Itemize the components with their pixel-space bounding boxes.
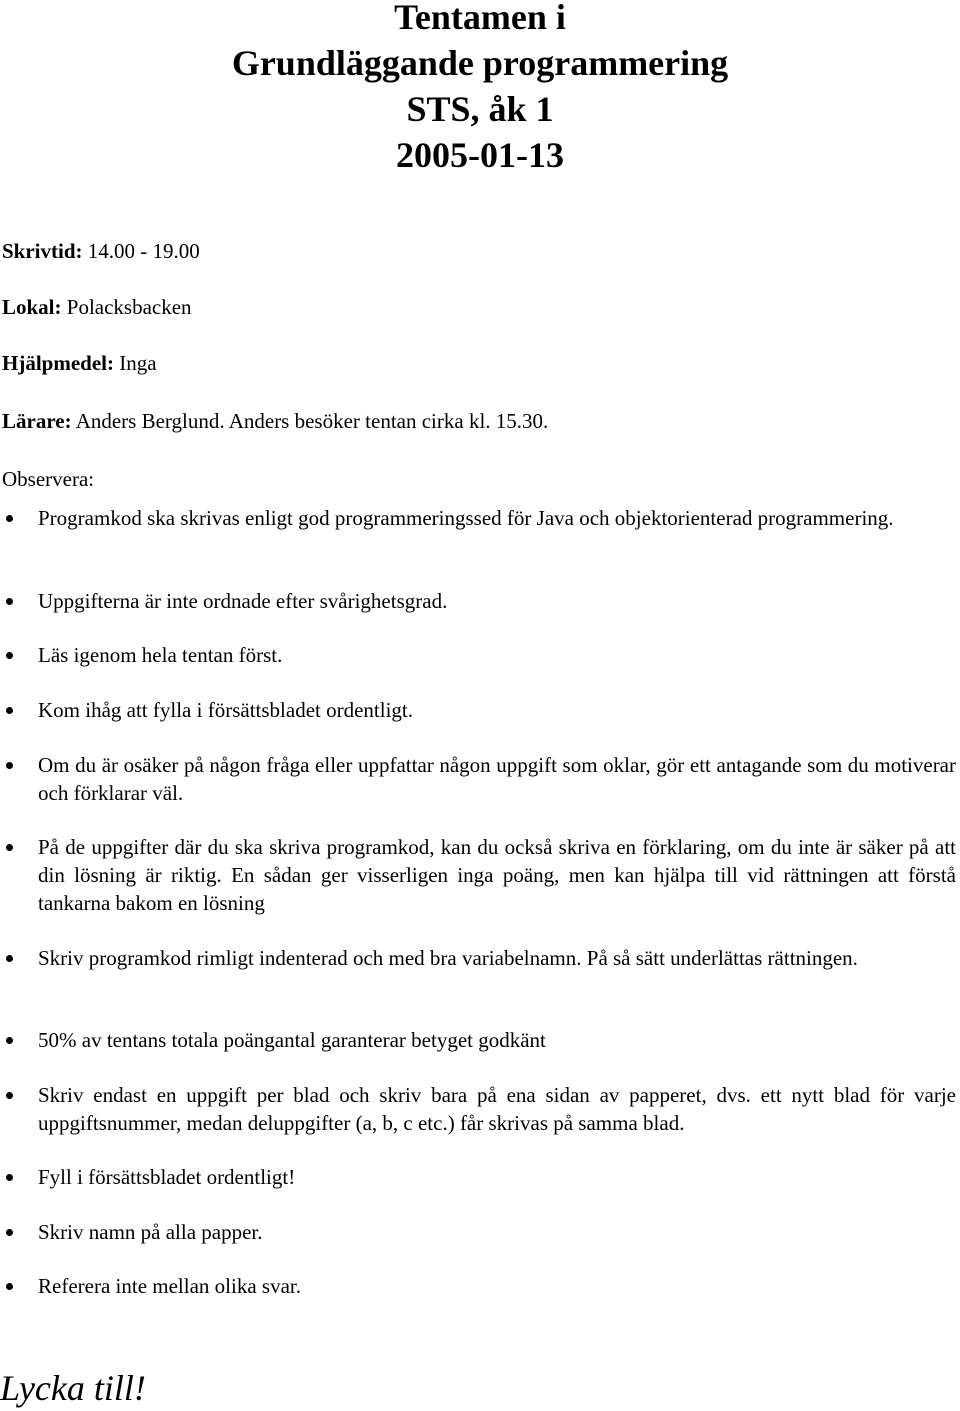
observera-heading: Observera:	[2, 467, 95, 491]
meta-lokal	[2, 294, 192, 320]
list-item: Om du är osäker på någon fråga eller uppfattar någon uppgift som oklar, gör ett antagande som du motiverar och förklarar väl.	[38, 751, 956, 807]
title-line-4: 2005-01-13	[396, 135, 564, 175]
list-item: Programkod ska skrivas enligt god programmeringssed för Java och objektorienterad programmering.	[38, 504, 956, 532]
bullet-icon	[6, 955, 13, 962]
list-item: Fyll i försättsbladet ordentligt!	[38, 1163, 956, 1191]
lokal-label: Lokal:	[2, 295, 62, 319]
larare-value: Anders Berglund. Anders besöker tentan cirka kl. 15.30.	[75, 409, 549, 433]
bullet-icon	[6, 1092, 13, 1099]
hjalpmedel-label: Hjälpmedel:	[2, 351, 114, 375]
list-item: Läs igenom hela tentan först.	[38, 641, 956, 669]
bullet-icon	[6, 1283, 13, 1290]
title-line-2: Grundläggande programmering	[231, 43, 729, 83]
list-item: På de uppgifter där du ska skriva programkod, kan du också skriva en förklaring, om du inte är säker på att din lösning är riktig. En sådan ger visserligen inga poäng, men kan hjälpa till vid rättningen att förstå tankarna bakom en lösning	[38, 833, 956, 917]
bullet-icon	[6, 762, 13, 769]
list-item: 50% av tentans totala poängantal garanterar betyget godkänt	[38, 1026, 956, 1054]
meta-skrivtid	[2, 238, 200, 264]
hjalpmedel-value: Inga	[119, 351, 157, 375]
list-item: Skriv programkod rimligt indenterad och med bra variabelnamn. På så sätt underlättas rättningen.	[38, 944, 956, 972]
list-item: Skriv endast en uppgift per blad och skriv bara på ena sidan av papperet, dvs. ett nytt blad för varje uppgiftsnummer, medan deluppgifter (a, b, c etc.) får skrivas på samma blad.	[38, 1081, 956, 1137]
bullet-icon	[6, 844, 13, 851]
lokal-value: Polacksbacken	[66, 295, 192, 319]
larare-label: Lärare:	[2, 409, 72, 433]
bullet-icon	[6, 1229, 13, 1236]
skrivtid-label: Skrivtid:	[2, 239, 83, 263]
meta-larare	[2, 408, 548, 434]
meta-hjalpmedel	[2, 350, 157, 376]
list-item: Referera inte mellan olika svar.	[38, 1272, 956, 1300]
list-item: Uppgifterna är inte ordnade efter svårighetsgrad.	[38, 587, 956, 615]
bullet-icon	[6, 1037, 13, 1044]
list-item: Skriv namn på alla papper.	[38, 1218, 956, 1246]
bullet-icon	[6, 1174, 13, 1181]
closing-greeting: Lycka till!	[0, 1368, 146, 1408]
bullet-icon	[6, 515, 13, 522]
bullet-icon	[6, 652, 13, 659]
title-line-1: Tentamen i	[394, 0, 566, 37]
title-line-3: STS, åk 1	[406, 89, 554, 129]
bullet-icon	[6, 707, 13, 714]
bullet-icon	[6, 598, 13, 605]
list-item: Kom ihåg att fylla i försättsbladet ordentligt.	[38, 696, 956, 724]
skrivtid-value: 14.00 - 19.00	[87, 239, 200, 263]
